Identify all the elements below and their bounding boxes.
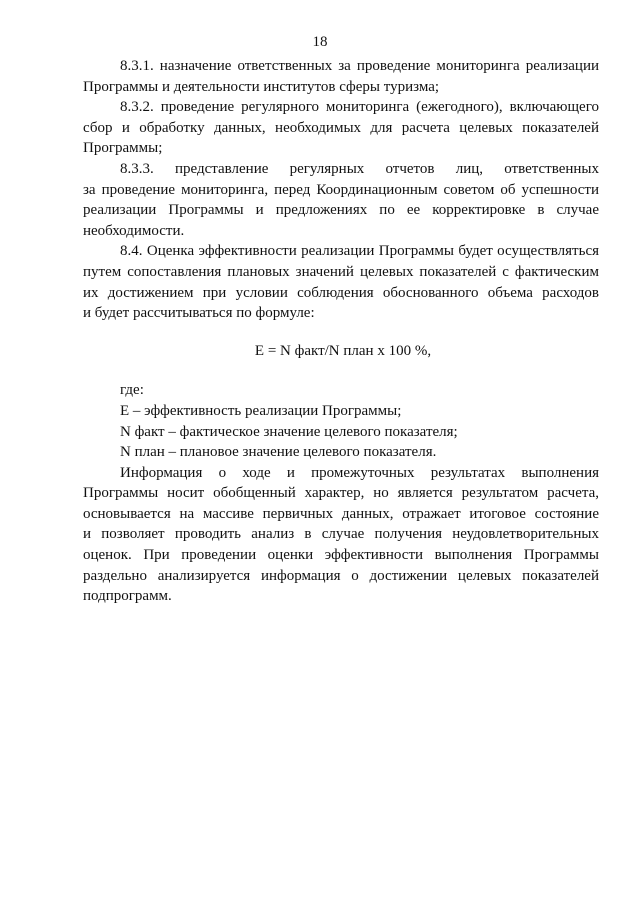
text-line: Программы и деятельности институтов сферы туризма; — [83, 78, 440, 95]
text-line-8-3-3: 8.3.3. представление регулярных отчетов лиц, ответственных — [120, 160, 599, 177]
text-line: за проведение мониторинга, перед Координационным советом об успешности — [83, 181, 599, 198]
document-body — [83, 56, 599, 607]
text-line-8-4: 8.4. Оценка эффективности реализации Программы будет осуществляться — [120, 243, 599, 260]
text-line: необходимости. — [83, 222, 185, 239]
definition-e: E – эффективность реализации Программы; — [120, 402, 402, 419]
text-line-8-3-1: 8.3.1. назначение ответственных за проведение мониторинга реализации — [120, 58, 599, 74]
text-line: Программы; — [83, 140, 163, 157]
text-line: сбор и обработку данных, необходимых для расчета целевых показателей — [83, 119, 599, 136]
text-line: реализации Программы и предложениях по ее корректировке в случае — [83, 202, 599, 219]
text-line: раздельно анализируется информация о достижении целевых показателей — [83, 567, 599, 584]
text-line: и будет рассчитываться по формуле: — [83, 305, 315, 322]
text-line: их достижением при условии соблюдения обоснованного объема расходов — [83, 284, 599, 301]
text-line: подпрограмм. — [83, 588, 172, 605]
definition-n-plan: N план – плановое значение целевого показателя. — [120, 444, 437, 461]
page-number: 18 — [312, 34, 328, 50]
text-line-information: Информация о ходе и промежуточных результатах выполнения — [120, 464, 599, 481]
text-line: и позволяет проводить анализ в случае получения неудовлетворительных — [83, 526, 599, 543]
definition-n-fact: N факт – фактическое значение целевого показателя; — [120, 423, 458, 440]
efficiency-formula: E = N факт/N план х 100 %, — [254, 342, 432, 359]
text-line: Программы носит обобщенный характер, но является результатом расчета, — [83, 485, 599, 502]
text-line-where: где: — [120, 382, 144, 399]
text-line-8-3-2: 8.3.2. проведение регулярного мониторинга (ежегодного), включающего — [120, 99, 599, 116]
text-line: основывается на массиве первичных данных, отражает итоговое состояние — [83, 505, 599, 522]
text-line: путем сопоставления плановых значений целевых показателей с фактическим — [83, 263, 599, 280]
text-line: оценок. При проведении оценки эффективности выполнения Программы — [83, 547, 599, 564]
